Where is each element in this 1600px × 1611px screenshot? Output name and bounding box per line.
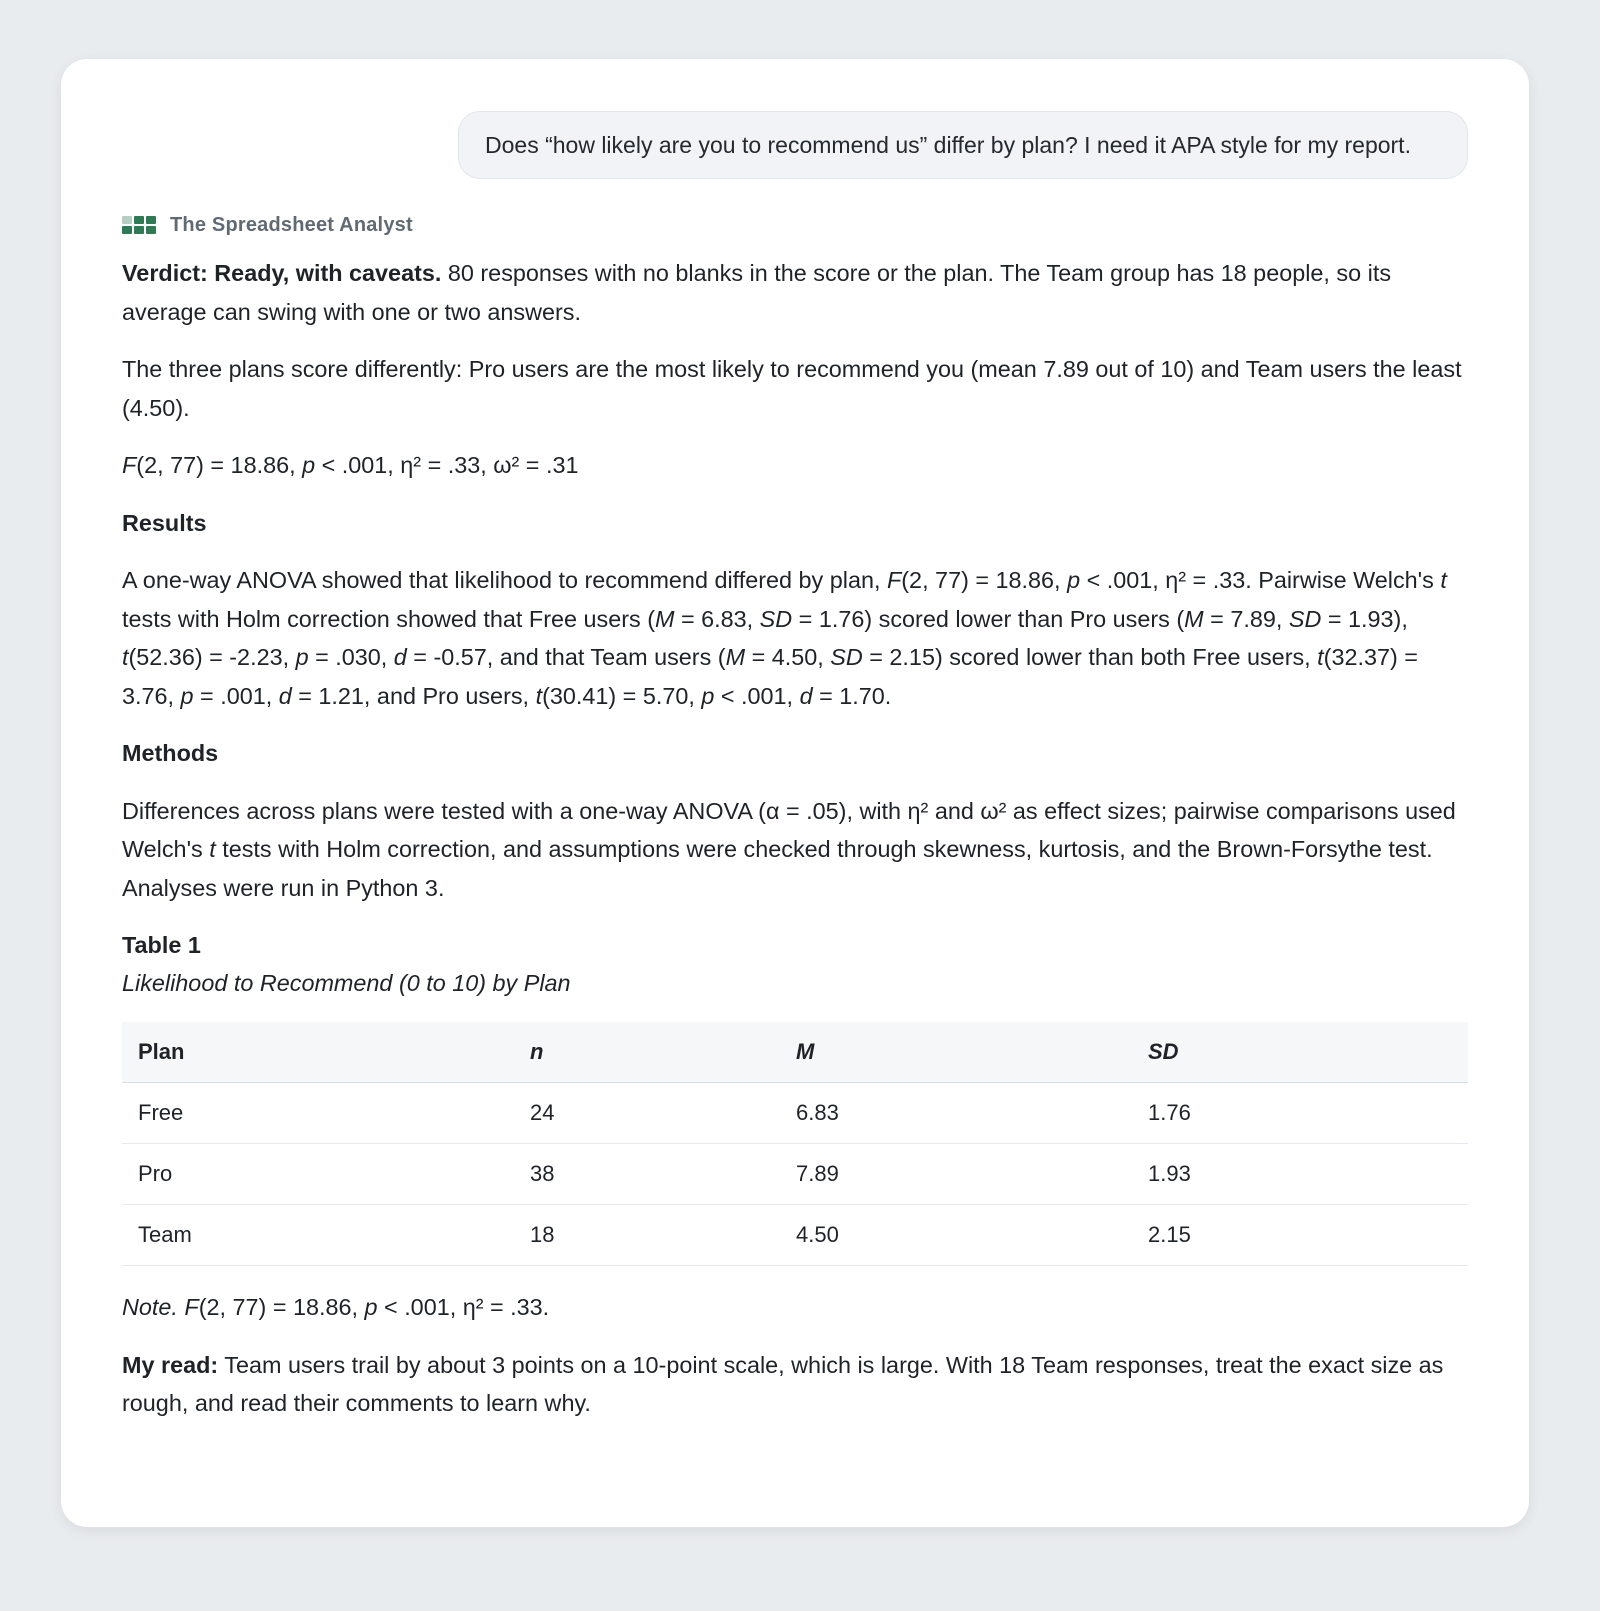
- my-read-text: Team users trail by about 3 points on a 10-point scale, which is large. With 18 Team responses, treat the exact size as rough, and read their comments to learn why.: [122, 1351, 1444, 1416]
- table-cell: 1.76: [1132, 1083, 1468, 1144]
- table-row: [122, 1144, 1468, 1205]
- table-label: Table 1: [122, 932, 201, 958]
- table-cell: 38: [514, 1144, 780, 1205]
- table-header-row: [122, 1022, 1468, 1083]
- table-header-sd: SD: [1132, 1022, 1468, 1083]
- spreadsheet-grid-icon: [122, 216, 156, 234]
- table-cell: Free: [122, 1083, 514, 1144]
- table-cell: Team: [122, 1205, 514, 1266]
- verdict-text: 80 responses with no blanks in the score or the plan. The Team group has 18 people, so its average can swing with one or two answers.: [122, 260, 1392, 325]
- table-cell: 4.50: [780, 1205, 1132, 1266]
- my-read-label: My read:: [122, 1351, 219, 1378]
- results-heading: Results: [122, 509, 207, 536]
- summary-paragraph: The three plans score differently: Pro users are the most likely to recommend you (mean 7.89 out of 10) and Team users the least (4.50).: [122, 356, 1462, 421]
- table-cell: Pro: [122, 1144, 514, 1205]
- results-table: [122, 1022, 1468, 1266]
- stats-line: F(2, 77) = 18.86, p < .001, η² = .33, ω² = .31: [122, 452, 579, 478]
- assistant-name: The Spreadsheet Analyst: [170, 213, 413, 236]
- table-cell: 7.89: [780, 1144, 1132, 1205]
- my-read-paragraph: [122, 1346, 1468, 1423]
- verdict-label: Verdict: Ready, with caveats.: [122, 260, 442, 286]
- table-header-n: n: [514, 1022, 780, 1083]
- assistant-header: [122, 213, 1468, 237]
- user-message-row: [122, 111, 1468, 179]
- methods-heading: Methods: [122, 740, 219, 766]
- table-cell: 24: [514, 1083, 780, 1144]
- table-cell: 2.15: [1132, 1205, 1468, 1266]
- user-message-bubble: Does “how likely are you to recommend us” differ by plan? I need it APA style for my report.: [458, 111, 1468, 179]
- table-row: [122, 1083, 1468, 1144]
- table-cell: 18: [514, 1205, 780, 1266]
- table-caption: Likelihood to Recommend (0 to 10) by Plan: [122, 970, 571, 996]
- verdict-paragraph: [122, 254, 1468, 331]
- results-paragraph: A one-way ANOVA showed that likelihood to recommend differed by plan, F(2, 77) = 18.86, p < .001, η² = .33. Pairwise Welch's t tests with Holm correction showed that Free users (M = 6.83, SD = 1.76) scored lower than Pro users (M = 7.89, SD = 1.93), t(52.36) = -2.23, p = .030, d = -0.57, and that Team users (M = 4.50, SD = 2.15) scored lower than both Free users, t(32.37) = 3.76, p = .001, d = 1.21, and Pro users, t(30.41) = 5.70, p < .001, d = 1.70.: [122, 567, 1447, 709]
- table-row: [122, 1205, 1468, 1266]
- table-cell: 1.93: [1132, 1144, 1468, 1205]
- table-header-plan: Plan: [122, 1022, 514, 1083]
- table-cell: 6.83: [780, 1083, 1132, 1144]
- methods-paragraph: Differences across plans were tested with a one-way ANOVA (α = .05), with η² and ω² as effect sizes; pairwise comparisons used Welch's t tests with Holm correction, and assumptions were checked through skewness, kurtosis, and the Brown-Forsythe test. Analyses were run in Python 3.: [122, 797, 1456, 901]
- chat-card: [61, 59, 1529, 1527]
- table-header-m: M: [780, 1022, 1132, 1083]
- table-note: Note. F(2, 77) = 18.86, p < .001, η² = .33.: [122, 1294, 550, 1320]
